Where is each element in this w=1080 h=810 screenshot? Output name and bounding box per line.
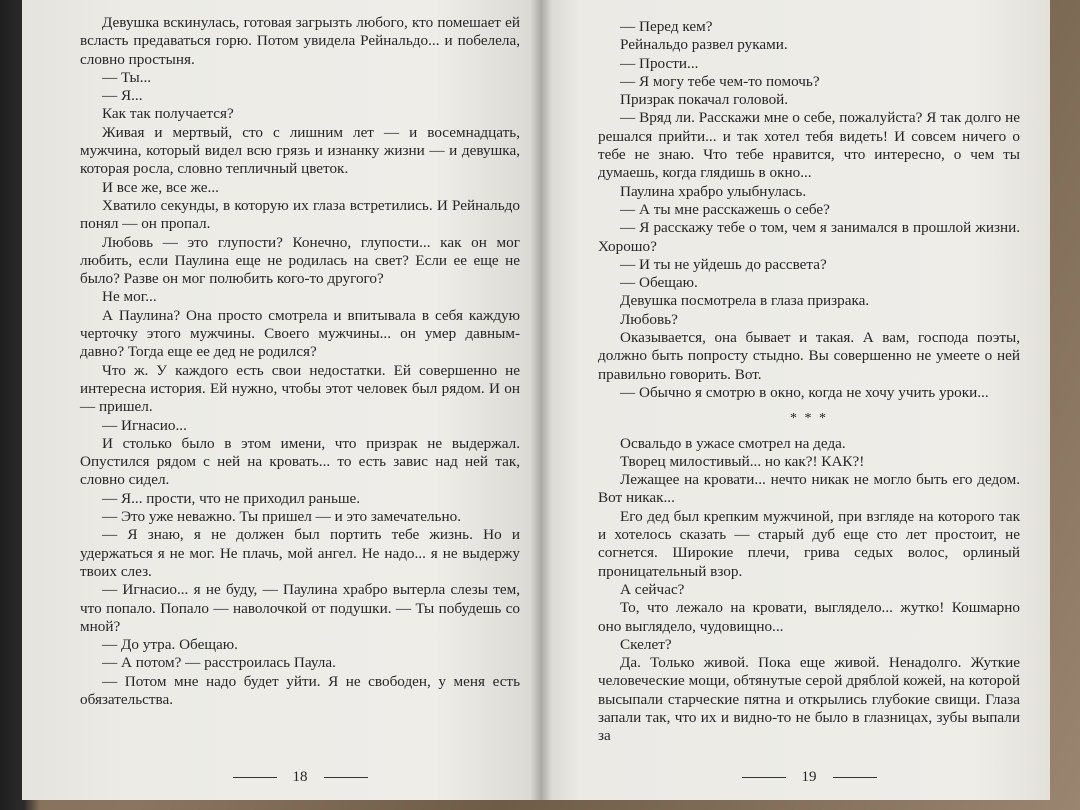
- left-page-text: [80, 14, 520, 709]
- section-separator: * * *: [790, 411, 828, 427]
- paragraph: Не мог...: [102, 288, 157, 306]
- open-book: [22, 0, 1050, 810]
- paragraph: Да. Только живой. Пока еще живой. Ненадолго. Жуткие человеческие мощи, обтянутые серой дряблой кожей, на которой высыпали старческие пятна и открылись глубокие свищи. Глаза запали так, что их и видно-то не было в глазницах, зубы выпали за: [598, 654, 1020, 745]
- paragraph: А сейчас?: [620, 580, 685, 598]
- paragraph: Любовь — это глупости? Конечно, глупости... как он мог любить, если Паулина еще не родилась на свет? Если ее еще не было? Разве он мог полюбить кого-то другого?: [80, 233, 520, 288]
- paragraph: Паулина храбро улыбнулась.: [620, 182, 807, 200]
- paragraph: Любовь?: [620, 310, 678, 328]
- paragraph: Что ж. У каждого есть свои недостатки. Ей совершенно не интересна история. Ей нужно, чтобы этот человек был рядом. И он — пришел.: [80, 361, 520, 416]
- paragraph: Призрак покачал головой.: [620, 91, 789, 109]
- paragraph: — Потом мне надо будет уйти. Я не свободен, у меня есть обязательства.: [80, 672, 520, 708]
- paragraph: Девушка вскинулась, готовая загрызть любого, кто помешает ей всласть предаваться горю. Потом увидела Рейнальдо... и побелела, словно простыня.: [80, 14, 520, 68]
- paragraph: Его дед был крепким мужчиной, при взгляде на которого так и хотелось сказать — старый дуб еще сто лет простоит, не согнется. Широкие плечи, грива седых волос, орлиный проницательный взор.: [598, 507, 1020, 580]
- paragraph: — Обычно я смотрю в окно, когда не хочу учить уроки...: [620, 383, 989, 401]
- paragraph: То, что лежало на кровати, выглядело... жутко! Кошмарно оно выглядело, чудовищно...: [598, 599, 1020, 635]
- page-number-left: [80, 769, 520, 786]
- paragraph: — Игнасио...: [102, 416, 187, 434]
- paragraph: Оказывается, она бывает и такая. А вам, господа поэты, должно быть попросту стыдно. Вы совершенно не умеете о ней правильно говорить. Вот.: [598, 329, 1020, 383]
- paragraph: — Это уже неважно. Ты пришел — и это замечательно.: [102, 508, 461, 526]
- paragraph: — Ты...: [102, 68, 152, 86]
- right-page-text: [598, 18, 1020, 746]
- paragraph: Освальдо в ужасе смотрел на деда.: [620, 434, 846, 452]
- paragraph: — Я... прости, что не приходил раньше.: [102, 489, 361, 507]
- folio-rule: [742, 777, 786, 778]
- paragraph: — Вряд ли. Расскажи мне о себе, пожалуйста? Я так долго не решался прийти... и так хотел тебя видеть! И совсем ничего о тебе не знаю. Что тебе нравится, что интересно, о чем ты думаешь, когда глядишь в окно...: [598, 109, 1020, 182]
- paragraph: Девушка посмотрела в глаза призрака.: [620, 292, 870, 310]
- folio-rule: [324, 777, 368, 778]
- paragraph: — До утра. Обещаю.: [102, 636, 238, 654]
- paragraph: — Я расскажу тебе о том, чем я занимался в прошлой жизни. Хорошо?: [598, 219, 1020, 255]
- paragraph: Творец милостивый... но как?! КАК?!: [620, 452, 865, 470]
- right-page: [540, 0, 1050, 800]
- paragraph: Живая и мертвый, сто с лишним лет — и восемнадцать, мужчина, который видел всю грязь и изнанку жизни — и девушка, которая росла, словно тепличный цветок.: [80, 123, 520, 178]
- page-number-right: [598, 769, 1020, 786]
- paragraph: Хватило секунды, в которую их глаза встретились. И Рейнальдо понял — он пропал.: [80, 196, 520, 233]
- paragraph: И столько было в этом имени, что призрак не выдержал. Опустился рядом с ней на кровать... то есть завис над ней так, словно сидел.: [80, 434, 520, 489]
- paragraph: Лежащее на кровати... нечто никак не могло быть его дедом. Вот никак...: [598, 471, 1020, 507]
- paragraph: — Прости...: [620, 54, 699, 72]
- left-page: [22, 0, 540, 800]
- paragraph: А Паулина? Она просто смотрела и впитывала в себя каждую черточку этого мужчины. Своего мужчины... он умер давным-давно? Тогда еще ее дед не родился?: [80, 306, 520, 361]
- paragraph: — Перед кем?: [620, 18, 713, 35]
- page-number: 18: [292, 769, 308, 785]
- paragraph: — Я могу тебе чем-то помочь?: [620, 72, 820, 90]
- folio-rule: [233, 777, 277, 778]
- folio-rule: [833, 777, 877, 778]
- paragraph: И все же, все же...: [102, 178, 219, 196]
- paragraph: Рейнальдо развел руками.: [620, 36, 788, 54]
- paragraph: — Игнасио... я не буду, — Паулина храбро вытерла слезы тем, что попало. Попало — наволочкой от подушки. — Ты побудешь со мной?: [80, 581, 520, 635]
- paragraph: Скелет?: [620, 635, 672, 653]
- paragraph: — И ты не уйдешь до рассвета?: [620, 255, 827, 273]
- paragraph: — А потом? — расстроилась Паула.: [102, 654, 336, 672]
- paragraph: — Я знаю, я не должен был портить тебе жизнь. Но и удержаться я не мог. Не плачь, мой ангел. Не надо... я не выдержу твоих слез.: [80, 526, 520, 580]
- paragraph: Как так получается?: [102, 105, 234, 123]
- paragraph: — А ты мне расскажешь о себе?: [620, 200, 830, 218]
- page-number: 19: [801, 769, 817, 785]
- paragraph: — Я...: [102, 87, 143, 105]
- paragraph: — Обещаю.: [620, 274, 698, 292]
